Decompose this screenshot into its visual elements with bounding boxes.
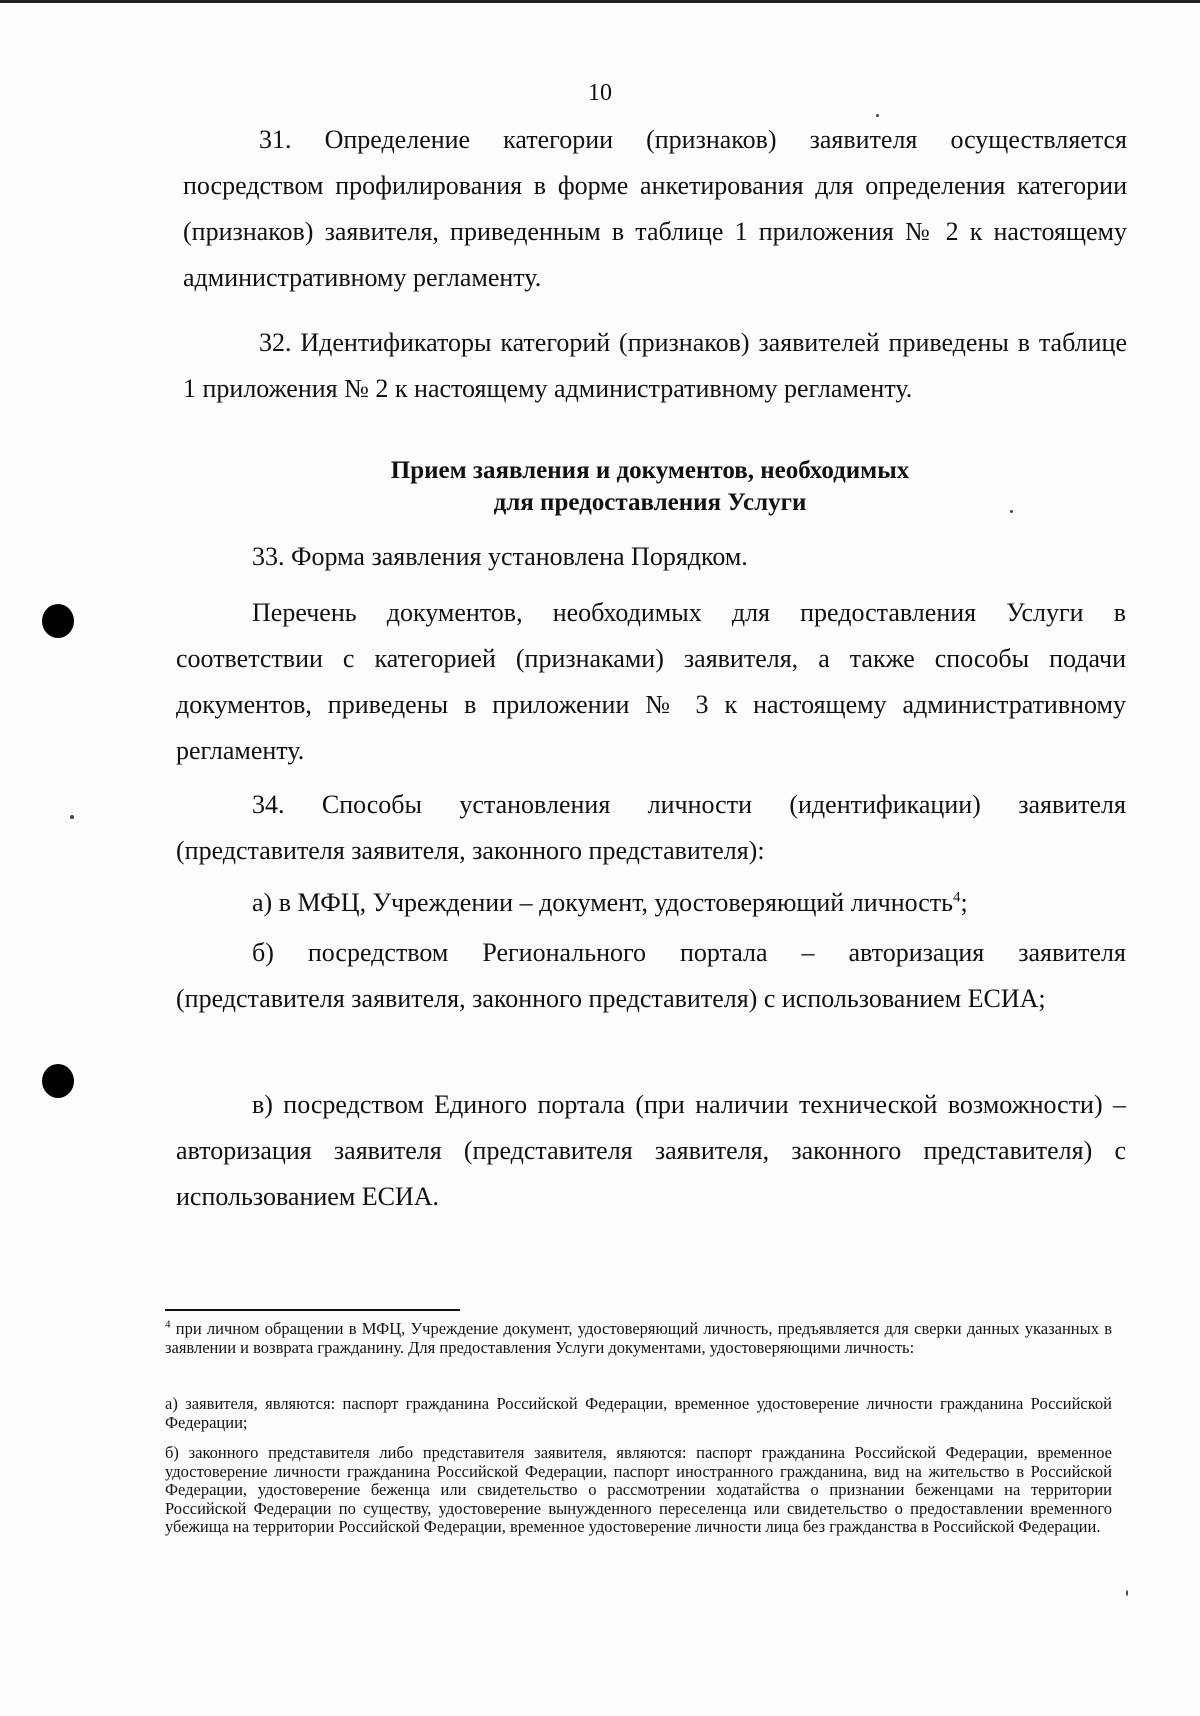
footnote-1-text: при личном обращении в МФЦ, Учреждение документ, удостоверяющий личность, предъявляется для сверки данных указанных в заявлении и возврата гражданину. Для предоставления Услуги документами, удостоверяющими личность:	[165, 1319, 1112, 1357]
section-heading-line-2: для предоставления Услуги	[493, 489, 807, 516]
footnote-1	[165, 1320, 1112, 1357]
section-heading-line-1: Прием заявления и документов, необходимых	[390, 457, 910, 484]
speck	[70, 815, 74, 819]
paragraph-document-list: Перечень документов, необходимых для предоставления Услуги в соответствии с категорией (признаками) заявителя, а также способы подачи документов, приведены в приложении № 3 к настоящему административному регламенту.	[176, 598, 1126, 765]
paragraph-33: 33. Форма заявления установлена Порядком.	[252, 542, 748, 571]
list-item-a-end: ;	[960, 888, 968, 917]
paragraph-31: 31. Определение категории (признаков) заявителя осуществляется посредством профилирования в форме анкетирования для определения категории (признаков) заявителя, приведенным в таблице 1 приложения № 2 к настоящему административному регламенту.	[183, 125, 1127, 292]
speck	[876, 114, 879, 117]
punch-hole-lower	[42, 1064, 74, 1098]
list-item-a-text: а) в МФЦ, Учреждении – документ, удостоверяющий личность	[252, 888, 954, 917]
section-heading	[170, 455, 1130, 519]
punch-hole-upper	[42, 604, 74, 638]
footnote-reference: 4	[953, 889, 961, 906]
footnote-2: а) заявителя, являются: паспорт гражданина Российской Федерации, временное удостоверение личности гражданина Российской Федерации;	[165, 1394, 1112, 1432]
list-item-c: в) посредством Единого портала (при наличии технической возможности) – авторизация заявителя (представителя заявителя, законного представителя) с использованием ЕСИА.	[176, 1090, 1126, 1211]
list-item-b: б) посредством Регионального портала – авторизация заявителя (представителя заявителя, законного представителя) с использованием ЕСИА;	[176, 938, 1126, 1013]
paragraph-34: 34. Способы установления личности (идентификации) заявителя (представителя заявителя, законного представителя):	[176, 790, 1126, 865]
scan-top-edge	[0, 0, 1200, 3]
paragraph-32: 32. Идентификаторы категорий (признаков) заявителей приведены в таблице 1 приложения № 2 к настоящему административному регламенту.	[183, 328, 1127, 403]
speck	[1126, 1590, 1128, 1596]
page-number: 10	[588, 80, 612, 106]
list-item-a	[176, 880, 1126, 926]
footnote-separator	[165, 1309, 460, 1311]
footnote-3: б) законного представителя либо представителя заявителя, являются: паспорт гражданина Российской Федерации, временное удостоверение личности гражданина Российской Федерации, паспорт иностранного гражданина, вид на жительство в Российской Федерации, удостоверение беженца или свидетельство о рассмотрении ходатайства о признании беженцами на территории Российской Федерации по существу, удостоверение вынужденного переселенца или свидетельство о предоставлении временного убежища на территории Российской Федерации, временное удостоверение личности лица без гражданства в Российской Федерации.	[165, 1443, 1112, 1537]
footnote-mark: 4	[165, 1318, 171, 1331]
speck	[1010, 510, 1013, 513]
